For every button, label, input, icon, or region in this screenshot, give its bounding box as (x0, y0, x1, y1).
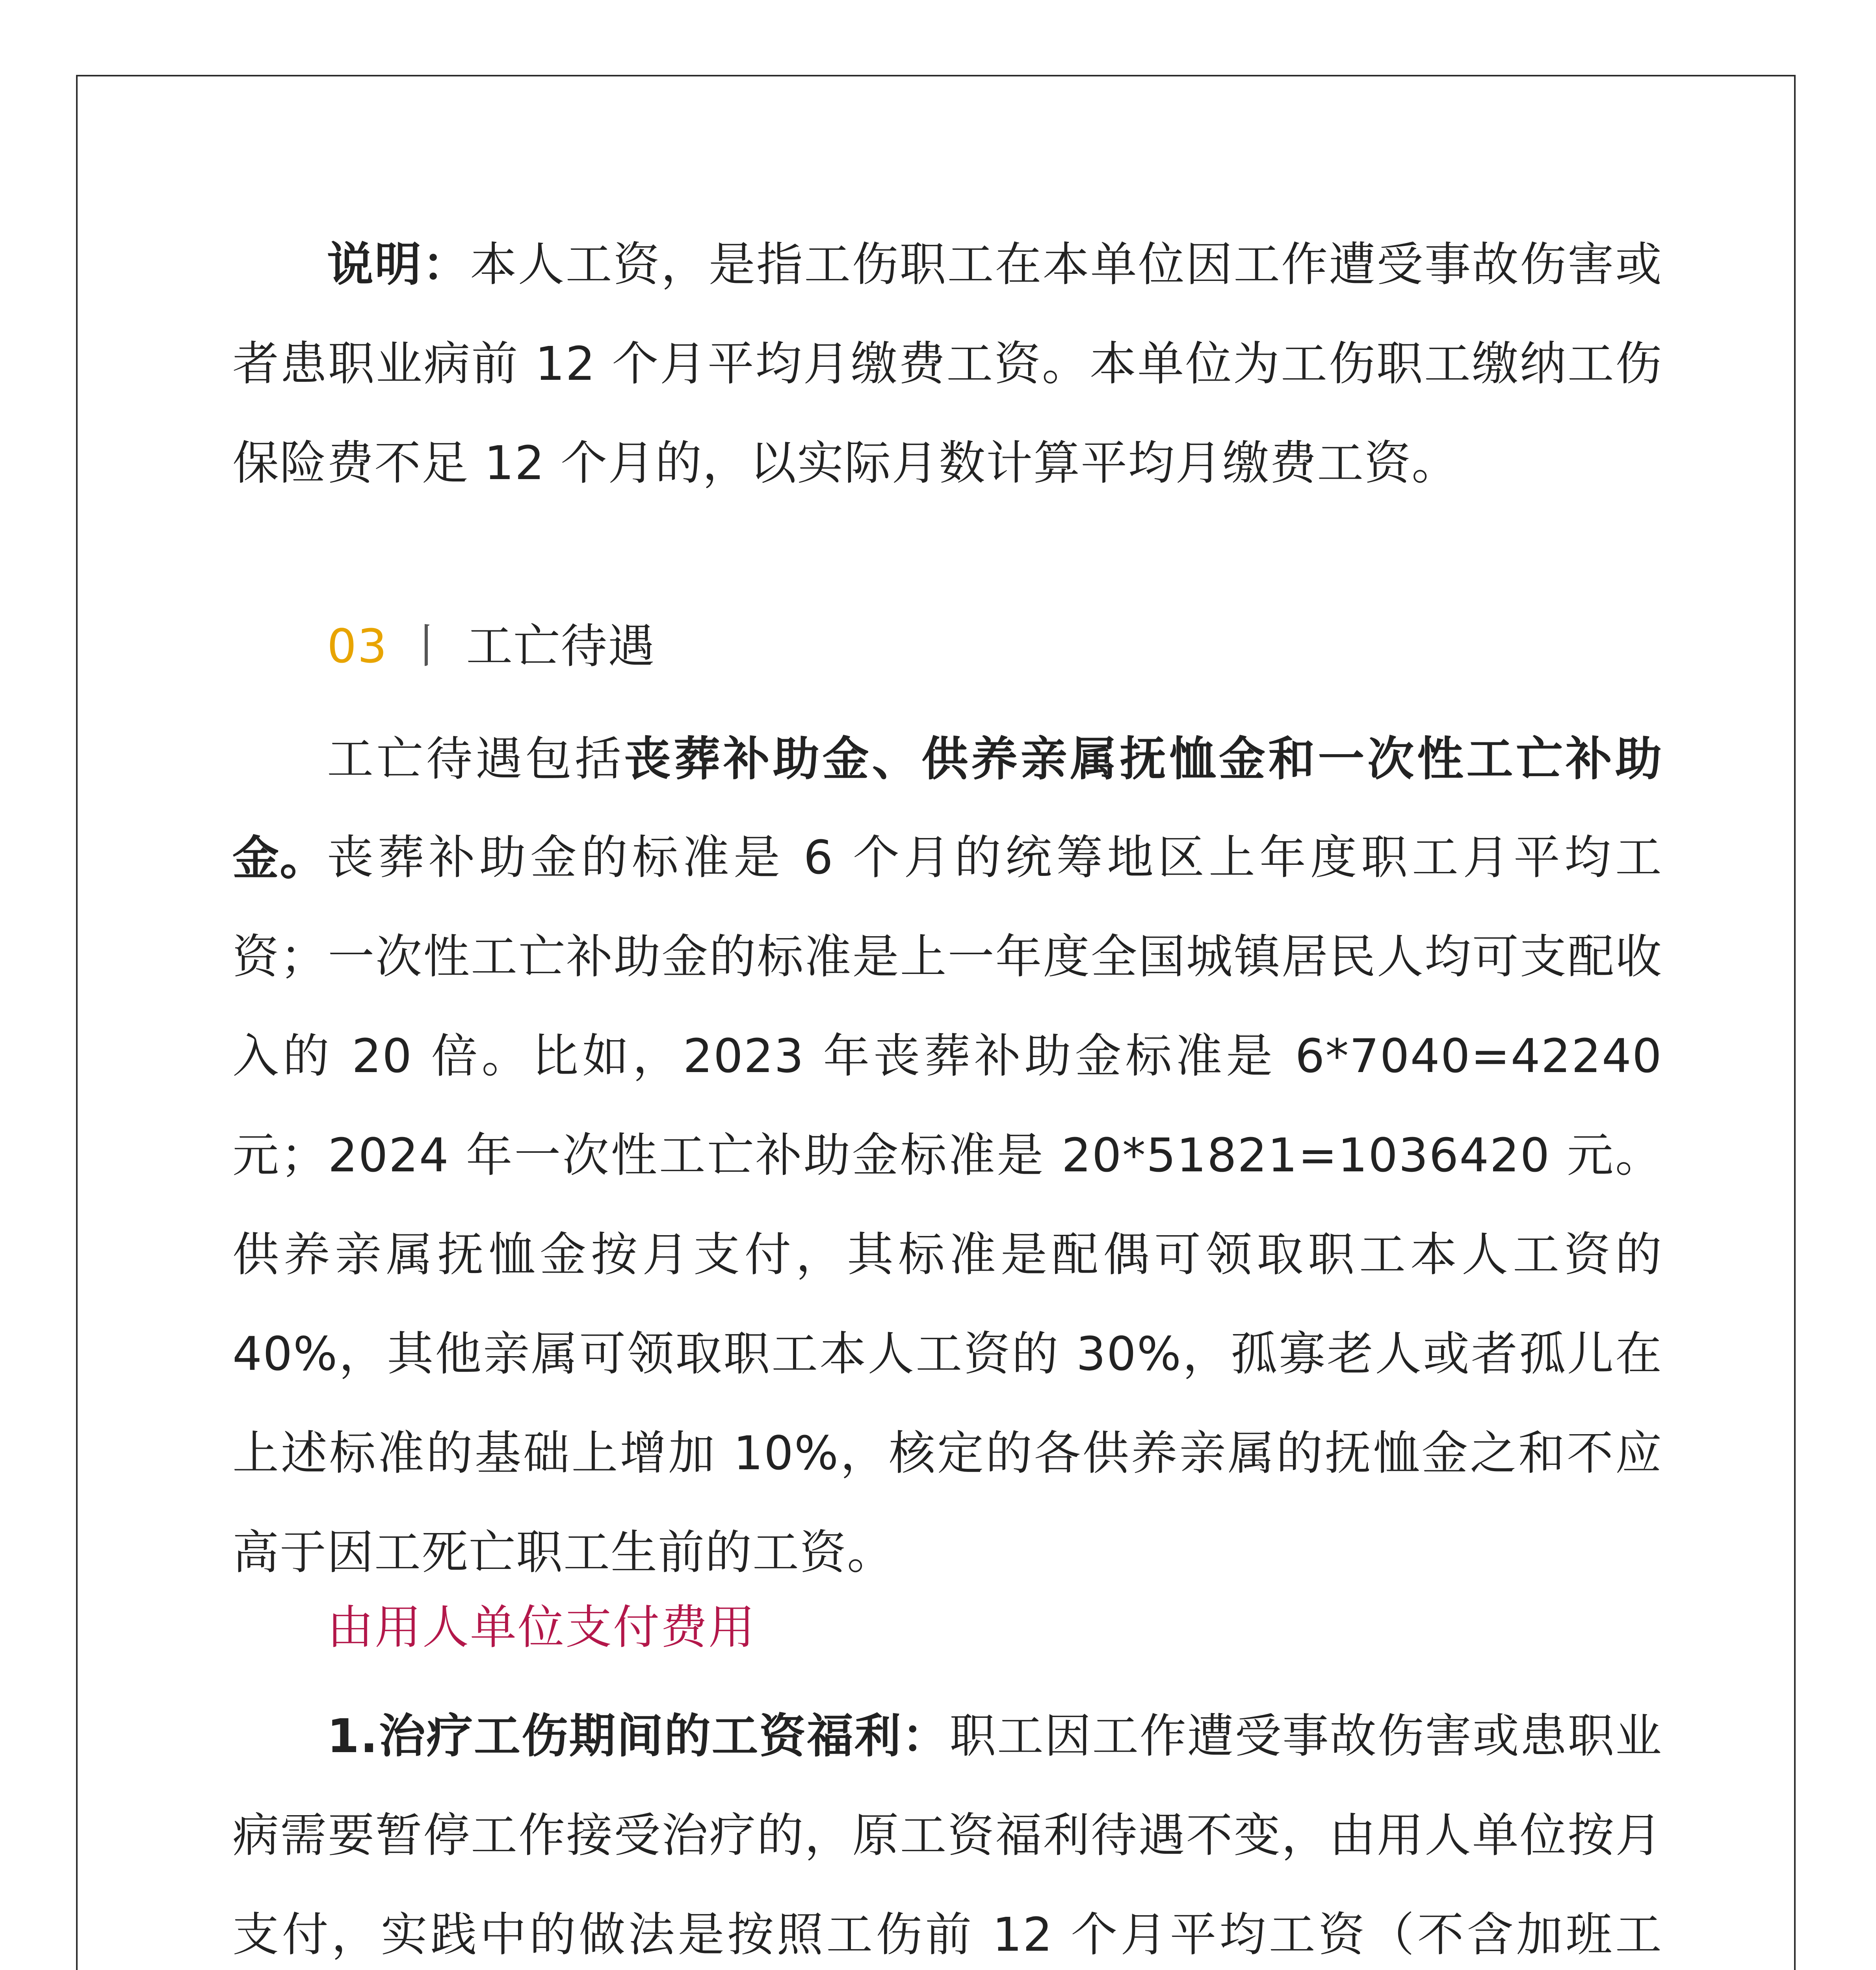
section-number: 03 (327, 619, 388, 673)
employer-heading: 由用人单位支付费用 (327, 1600, 756, 1654)
section-03-body (232, 808, 1662, 1602)
intro-prefix: 工亡待遇包括 (327, 732, 624, 786)
section-03-heading (327, 615, 655, 678)
section-03-body-text: 丧葬补助金的标准是 6 个月的统筹地区上年度职工月平均工资；一次性工亡补助金的标准是上一年度全国城镇居民人均可支配收入的 20 倍。比如，2023 年丧葬补助金标准是 6*7040=42240 元；2024 年一次性工亡补助金标准是 20*51821=1036420 元。供养亲属抚恤金按月支付，其标准是配偶可领取职工本人工资的 40%，其他亲属可领取职工本人工资的 30%，孤寡老人或者孤儿在上述标准的基础上增加 10%，核定的各供养亲属的抚恤金之和不应高于因工死亡职工生前的工资。 (232, 830, 1662, 1580)
section-title: 工亡待遇 (466, 619, 656, 673)
section-separator: 丨 (403, 619, 451, 673)
note-text: 本人工资，是指工伤职工在本单位因工作遭受事故伤害或者患职业病前 12 个月平均月缴费工资。本单位为工伤职工缴纳工伤保险费不足 12 个月的，以实际月数计算平均月缴费工资。 (232, 237, 1662, 490)
intro-bold: 丧葬补助金、供养亲属抚恤金和一次性工亡补助金。 (232, 732, 1662, 885)
item-1-label: 1.治疗工伤期间的工资福利： (327, 1709, 950, 1763)
note-label: 说明： (327, 237, 470, 292)
note-paragraph (232, 215, 1662, 513)
employer-item-1 (232, 1686, 1662, 1970)
item-1-text: 职工因工作遭受事故伤害或患职业病需要暂停工作接受治疗的，原工资福利待遇不变，由用人单位按月支付，实践中的做法是按照工伤前 12 个月平均工资（不含加班工 (232, 1709, 1662, 1962)
